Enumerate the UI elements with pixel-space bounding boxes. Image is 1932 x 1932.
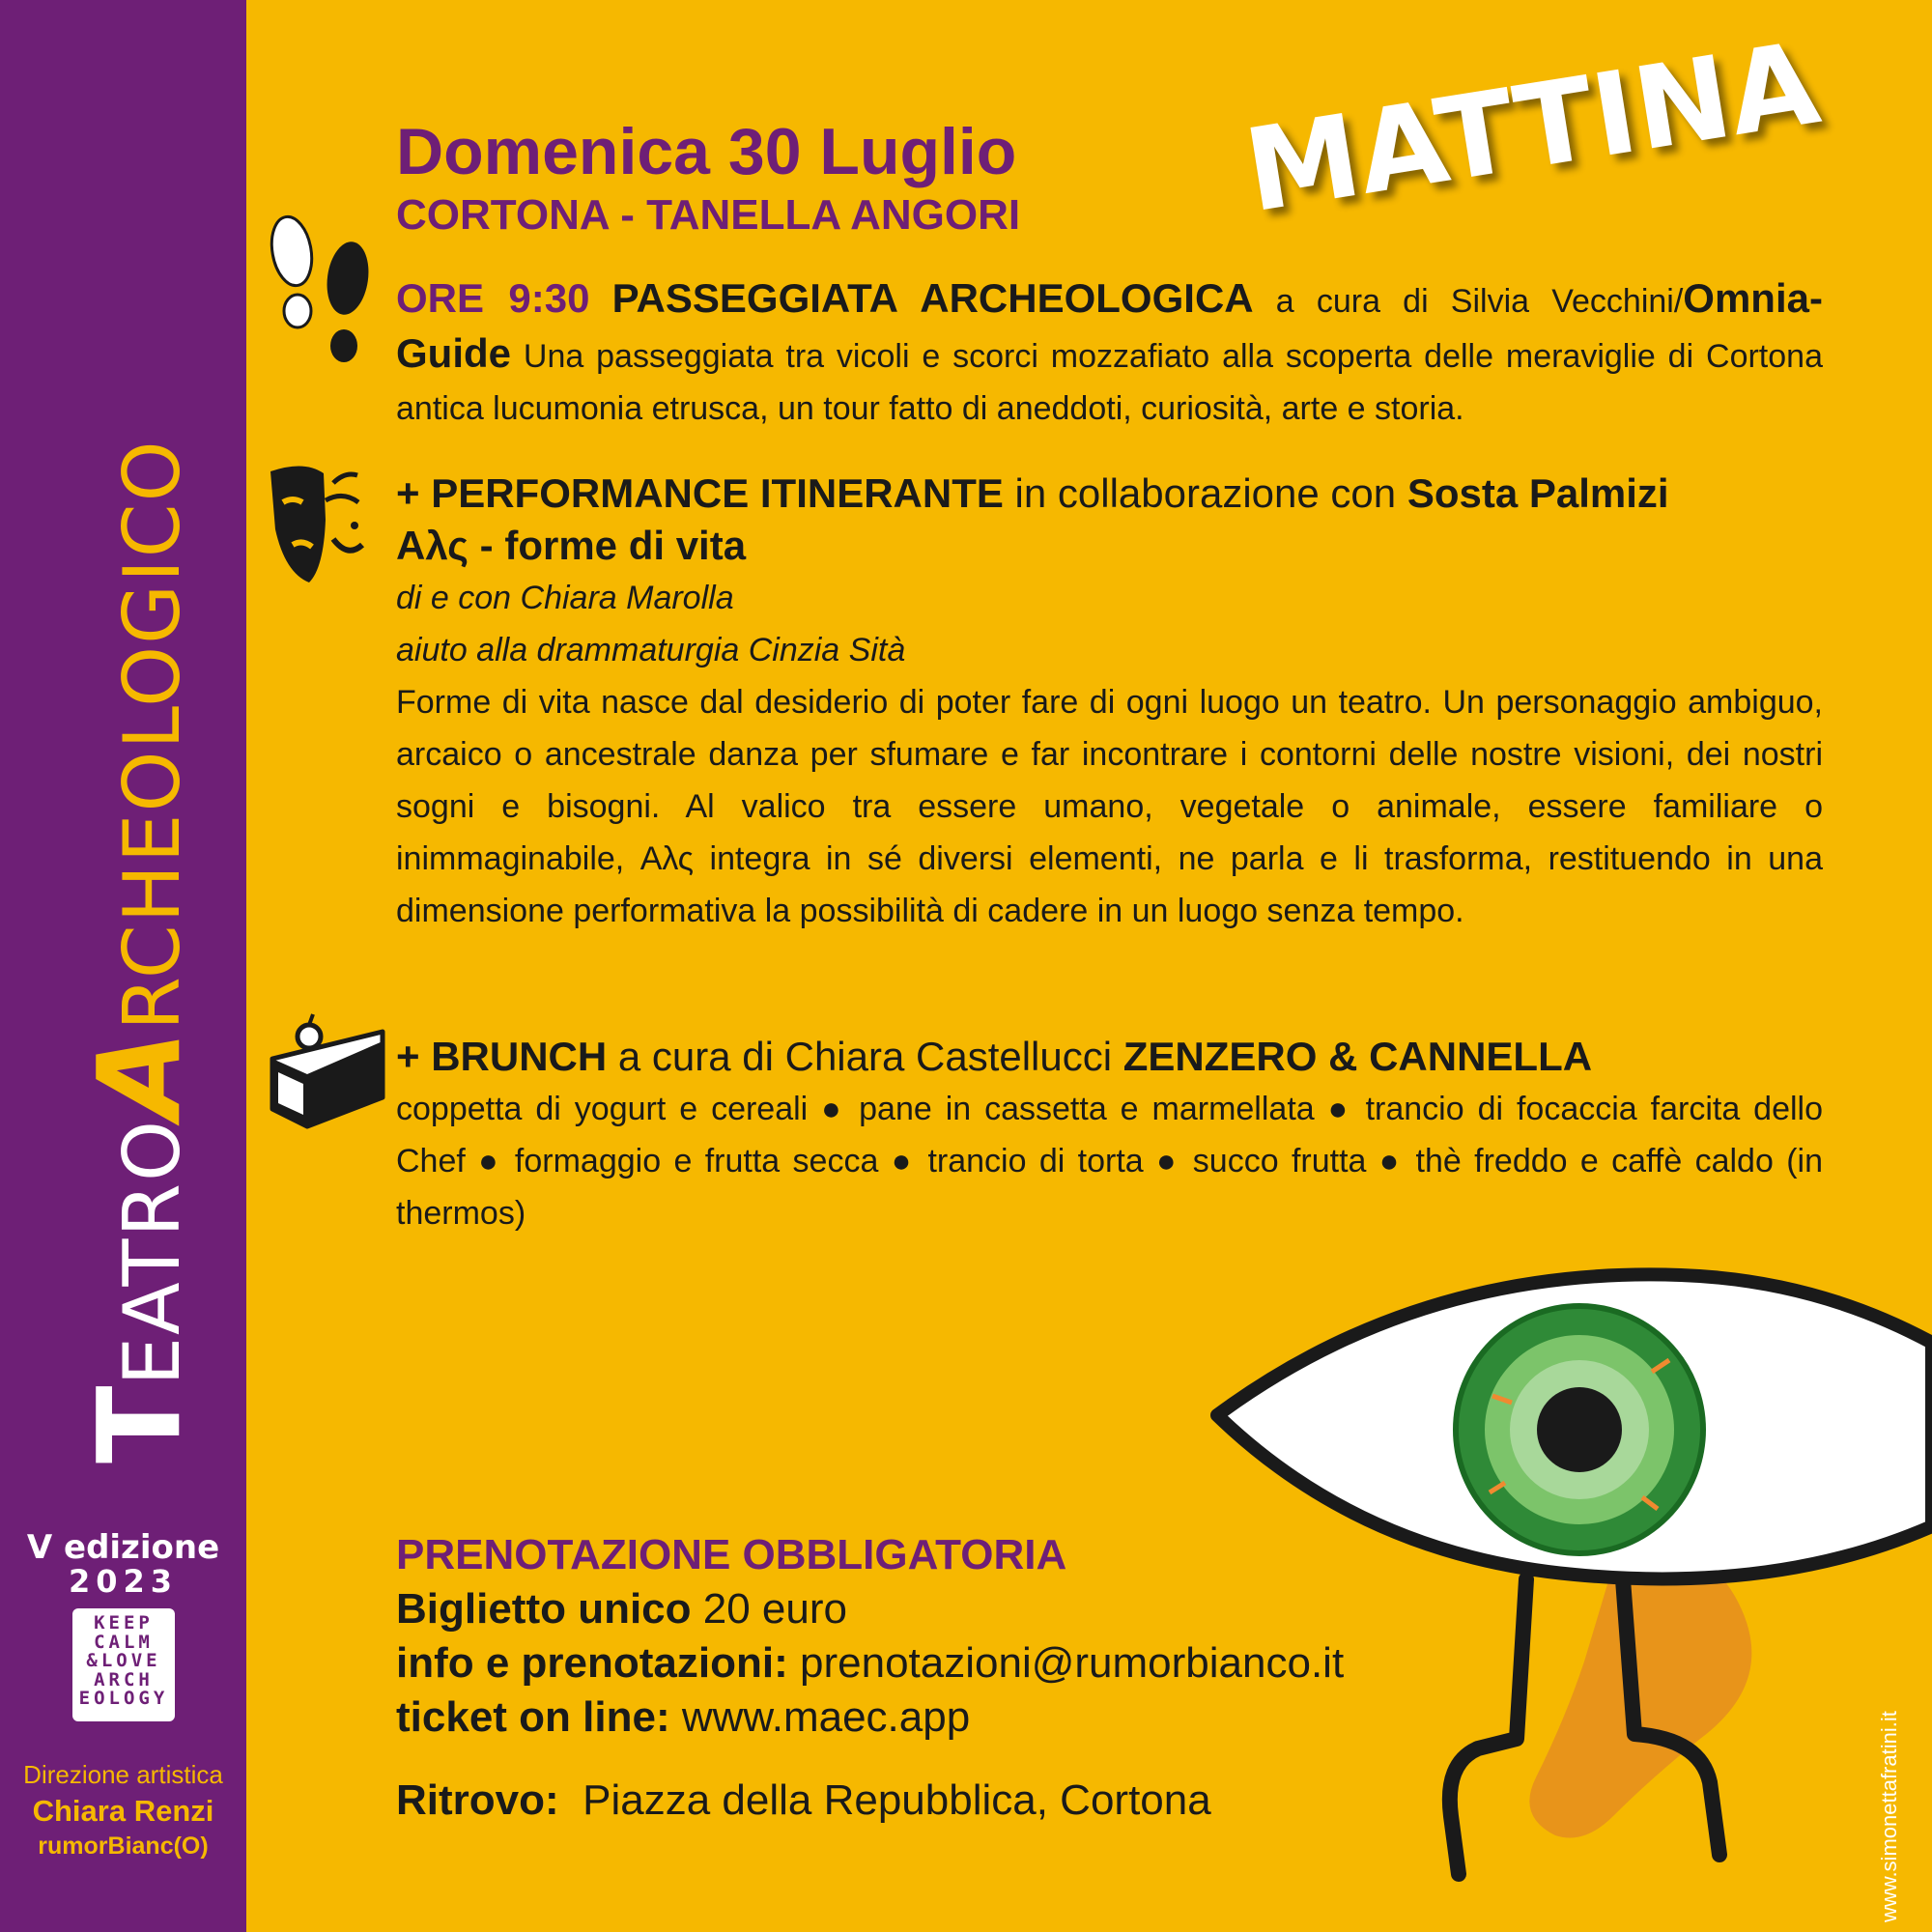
performance-show: Αλς - forme di vita <box>396 523 747 568</box>
edition-year: 2023 <box>68 1563 179 1600</box>
walk-time: ORE 9:30 <box>396 275 590 321</box>
director-name: Chiara Renzi <box>32 1794 214 1828</box>
badge-line: &LOVE <box>86 1650 161 1671</box>
walk-paragraph <box>396 272 1823 435</box>
ticket-price: 20 euro <box>702 1585 847 1633</box>
brunch-section <box>396 1031 1823 1239</box>
booking-block <box>396 1528 1344 1828</box>
sidebar <box>0 0 246 1932</box>
online-line <box>396 1690 1344 1745</box>
ticket-online-link[interactable]: www.maec.app <box>681 1693 971 1741</box>
walk-description: Una passeggiata tra vicoli e scorci mozzafiato alla scoperta delle meraviglie di Cortona antica lucumonia etrusca, un tour fatto di aneddoti, curiosità, arte e storia. <box>396 338 1823 427</box>
booking-heading: PRENOTAZIONE OBBLIGATORIA <box>396 1531 1067 1578</box>
brunch-heading <box>396 1031 1823 1083</box>
badge-line: EOLOGY <box>78 1688 169 1709</box>
badge-line: ARCH <box>94 1668 154 1690</box>
walk-org: Omnia-Guide <box>396 275 1823 376</box>
event-date: Domenica 30 Luglio <box>396 115 1017 188</box>
info-line <box>396 1636 1344 1690</box>
designer-credit: www.simonettafratini.it <box>1877 1711 1901 1922</box>
performance-credit-1: di e con Chiara Marolla <box>396 580 734 616</box>
meeting-label: Ritrovo: <box>396 1776 559 1824</box>
meeting-place: Piazza della Repubblica, Cortona <box>582 1776 1211 1824</box>
brunch-title: + BRUNCH <box>396 1034 608 1079</box>
brunch-org: ZENZERO & CANNELLA <box>1122 1034 1593 1079</box>
keep-calm-badge <box>72 1608 175 1721</box>
info-label: info e prenotazioni: <box>396 1639 788 1687</box>
online-label: ticket on line: <box>396 1693 670 1741</box>
theatre-masks-icon <box>266 462 372 587</box>
footprints-icon <box>263 211 379 370</box>
walk-by: a cura di Silvia Vecchini/ <box>1275 283 1684 320</box>
performance-collab: in collaborazione con <box>1014 470 1397 516</box>
edition-label: V edizione <box>26 1528 220 1567</box>
badge-line: CALM <box>94 1631 154 1653</box>
title-rcheologico: RCHEOLOGICO <box>107 439 197 1031</box>
brunch-by: a cura di Chiara Castellucci <box>617 1034 1113 1079</box>
company-name: rumorBianc(O) <box>38 1833 209 1860</box>
cake-slice-icon <box>269 1012 389 1133</box>
ticket-line <box>396 1582 1344 1636</box>
performance-partner: Sosta Palmizi <box>1406 470 1669 516</box>
performance-title: + PERFORMANCE ITINERANTE <box>396 470 1004 516</box>
direction-label: Direzione artistica <box>23 1760 223 1789</box>
brunch-menu: coppetta di yogurt e cereali ● pane in cassetta e marmellata ● trancio di focaccia farcita dello Chef ● formaggio e frutta secca ● trancio di torta ● succo frutta ● thè freddo e caffè caldo (in thermos) <box>396 1091 1823 1232</box>
spacer <box>396 1745 1344 1774</box>
edition-block <box>0 1528 246 1600</box>
performance-section <box>396 468 1823 937</box>
mattina-badge: MATTINA <box>1236 15 1828 239</box>
performance-description: Forme di vita nasce dal desiderio di poter fare di ogni luogo un teatro. Un personaggio ambiguo, arcaico o ancestrale danza per sfumare e far incontrare i contorni delle nostre visioni, dei nostri sogni e bisogni. Al valico tra essere umano, vegetale o animale, essere familiare o inimmaginabile, Αλς integra in sé diversi elementi, ne parla e li trasforma, restituendo in una dimensione performativa la possibilità di cadere in un luogo senza tempo. <box>396 684 1823 929</box>
artistic-direction <box>0 1760 246 1861</box>
badge-line: KEEP <box>94 1612 154 1634</box>
performance-credit-2: aiuto alla drammaturgia Cinzia Sità <box>396 632 906 668</box>
meeting-line <box>396 1774 1344 1828</box>
vertical-title <box>72 439 206 1463</box>
walk-section <box>396 272 1823 435</box>
event-location: CORTONA - TANELLA ANGORI <box>396 191 1021 239</box>
info-email-link[interactable]: prenotazioni@rumorbianco.it <box>800 1639 1345 1687</box>
title-eatro: EATRO <box>107 1119 197 1386</box>
title-letter-t: T <box>72 1385 206 1463</box>
title-letter-a: A <box>72 1030 206 1120</box>
walk-title: PASSEGGIATA ARCHEOLOGICA <box>611 275 1254 321</box>
performance-heading <box>396 468 1823 520</box>
ticket-label: Biglietto unico <box>396 1585 692 1633</box>
